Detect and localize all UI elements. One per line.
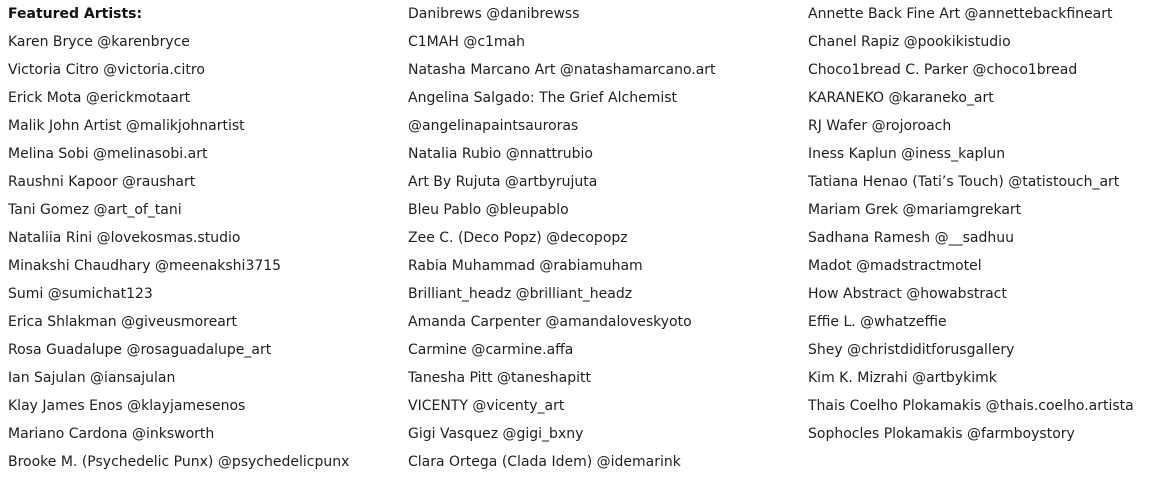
artist-list-item: Ian Sajulan @iansajulan [8,370,176,386]
artist-list-item: Choco1bread C. Parker @choco1bread [808,62,1078,78]
artist-list-item: Malik John Artist @malikjohnartist [8,118,245,134]
artist-list-item: Sophocles Plokamakis @farmboystory [808,426,1075,442]
artist-list-item: How Abstract @howabstract [808,286,1007,302]
artist-list-item: Bleu Pablo @bleupablo [408,202,569,218]
artist-list-item: Mariano Cardona @inksworth [8,426,215,442]
artist-list-item: Kim K. Mizrahi @artbykimk [808,370,997,386]
artist-list-item: Karen Bryce @karenbryce [8,34,190,50]
artist-list-item: Annette Back Fine Art @annettebackfineart [808,6,1113,22]
artist-list-item: Madot @madstractmotel [808,258,982,274]
artist-list-item: Amanda Carpenter @amandaloveskyoto [408,314,692,330]
artist-list-item: Rabia Muhammad @rabiamuham [408,258,643,274]
artist-list-item: Brooke M. (Psychedelic Punx) @psychedelicpunx [8,454,350,470]
artist-list-item: Clara Ortega (Clada Idem) @idemarink [408,454,681,470]
artist-list-item: Rosa Guadalupe @rosaguadalupe_art [8,342,272,358]
artist-list-item: Raushni Kapoor @raushart [8,174,196,190]
artist-list-item: Erica Shlakman @giveusmoreart [8,314,238,330]
artist-list-item: Melina Sobi @melinasobi.art [8,146,208,162]
artist-list-item: Tani Gomez @art_of_tani [8,202,182,218]
artist-column-1 [8,0,400,476]
featured-artists-heading: Featured Artists: [8,6,143,22]
artist-list-item: Iness Kaplun @iness_kaplun [808,146,1006,162]
artist-list-item: KARANEKO @karaneko_art [808,90,994,106]
artist-list-item: Mariam Grek @mariamgrekart [808,202,1022,218]
artist-list-item: Tanesha Pitt @taneshapitt [408,370,592,386]
artist-list-item: Minakshi Chaudhary @meenakshi3715 [8,258,282,274]
artist-list-item: Sumi @sumichat123 [8,286,153,302]
artist-column-2 [408,0,800,476]
artist-list-item: Angelina Salgado: The Grief Alchemist [408,90,678,106]
artist-list-item: C1MAH @c1mah [408,34,526,50]
artist-list-item: Klay James Enos @klayjamesenos [8,398,246,414]
artist-list-item: Erick Mota @erickmotaart [8,90,191,106]
artist-list-item: Natalia Rubio @nnattrubio [408,146,593,162]
artist-list-item: Chanel Rapiz @pookikistudio [808,34,1011,50]
artist-list-item: VICENTY @vicenty_art [408,398,565,414]
artist-list-item: Nataliia Rini @lovekosmas.studio [8,230,241,246]
artist-list-item: Sadhana Ramesh @__sadhuu [808,230,1014,246]
artist-list-item: Zee C. (Deco Popz) @decopopz [408,230,628,246]
artist-list-item: Carmine @carmine.affa [408,342,574,358]
artist-list-item: Victoria Citro @victoria.citro [8,62,205,78]
artist-column-3 [808,0,1164,448]
artist-list-item: Tatiana Henao (Tati’s Touch) @tatistouch_art [808,174,1120,190]
artist-list-item: Shey @christdiditforusgallery [808,342,1015,358]
artist-list-item: Gigi Vasquez @gigi_bxny [408,426,584,442]
artist-list-item: Natasha Marcano Art @natashamarcano.art [408,62,716,78]
artist-list-item: Art By Rujuta @artbyrujuta [408,174,598,190]
artist-list-item: Brilliant_headz @brilliant_headz [408,286,633,302]
artist-list-item: Thais Coelho Plokamakis @thais.coelho.artista [808,398,1134,414]
artist-list-item: Danibrews @danibrewss [408,6,580,22]
artist-list-item: @angelinapaintsauroras [408,118,579,134]
artist-list-item: Effie L. @whatzeffie [808,314,947,330]
artist-list-item: RJ Wafer @rojoroach [808,118,952,134]
